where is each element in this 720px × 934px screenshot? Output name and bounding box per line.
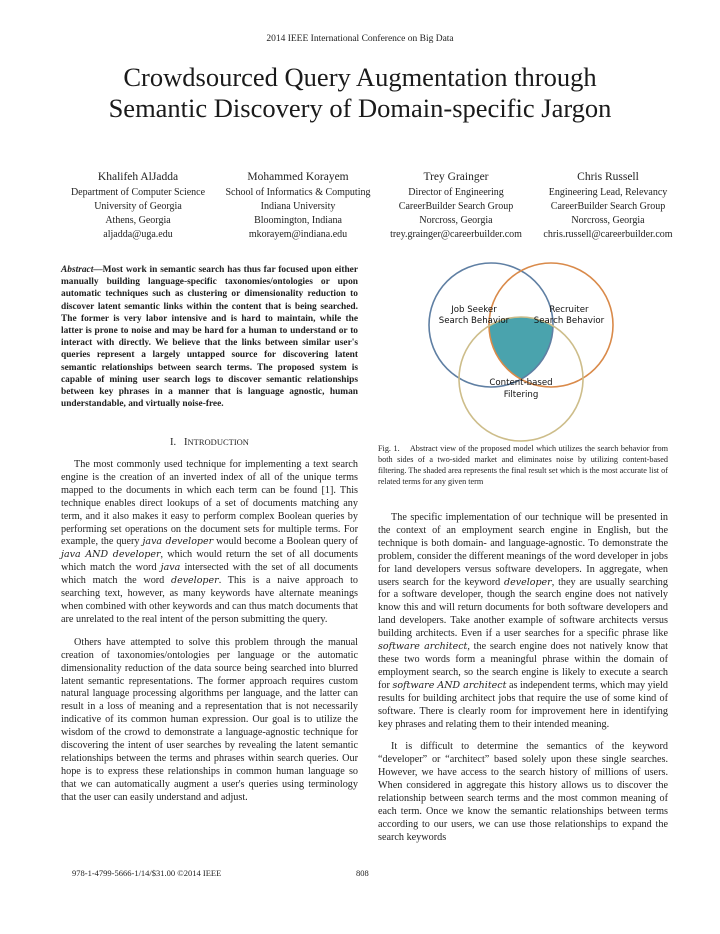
caption-label: Fig. 1. [378, 444, 400, 453]
circle-label: Search Behavior [533, 316, 605, 326]
text-run: , they are usually searching for a software developer, though the search engine does not natively know this and will return documents for both software developers and land developers. Take another example of software architects versus building architects. Even if a user searches for a specific phrase like [378, 576, 668, 640]
author-name: Khalifeh AlJadda [97, 171, 179, 183]
paragraph: It is difficult to determine the semantics of the keyword “developer” or “architect” based solely upon these single searches. However, we have access to the search history of millions of users. When considered in aggregate this history allows us to discover the relationship between search terms and the most common meaning of each term. Once we know the semantic relationships between terms according to our users, we can use those relationships to expand the search keywords [378, 741, 668, 843]
paper-title [40, 62, 680, 124]
abstract-text: —Most work in semantic search has thus far focused upon either manually building language-specific taxonomies/ontologies or upon automatic techniques such as clustering or dimensionality reduction to discover latent semantic links within the content that is being searched. The former is very labor intensive and is hard to maintain, while the latter is prone to noise and may be hard for a human to understand or to interact with directly. We believe that the links between similar user's queries represent a largely untapped source for discovering latent semantic relationships between search terms. The proposed system is capable of mining user search logs to discover semantic relationships between key phrases in a manner that is language agnostic, human understandable, and virtually noise-free. [61, 265, 358, 410]
math-term: java developer [142, 536, 214, 548]
math-term: java AND developer [61, 549, 161, 561]
text-run: , the search engine does not natively know that these two words form a meaningful phrase within the domain of employment search, so the search engine is likely to execute a search for [378, 641, 668, 691]
text-run: The specific implementation of our technique will be presented in the context of an employment search engine in English, but the technique is both domain- and language-agnostic. To demonstrate the problem, consider the different meanings of the word developer in jobs for land developers versus software developers. In aggregate, when users search for the keyword [378, 512, 668, 588]
text-run: . This is a naive approach to searching text, however, as many keywords have alternate meanings when combined with other keywords and can thus match documents that are unrelated to the real intent of the person submitting the query. [61, 575, 359, 625]
section-title-initial: I [184, 437, 188, 448]
title-line-2: Semantic Discovery of Domain-specific Jargon [108, 93, 612, 123]
author-name: Trey Grainger [423, 171, 489, 183]
circle-label: Job Seeker [451, 305, 497, 315]
author-affiliation: Department of Computer Science [70, 187, 206, 198]
author-name: Mohammed Korayem [247, 171, 349, 183]
figure-caption [378, 443, 668, 487]
footer-isbn: 978-1-4799-5666-1/14/$31.00 ©2014 IEEE [72, 868, 222, 878]
title-line-1: Crowdsourced Query Augmentation through [123, 62, 597, 92]
circle-label: Filtering [503, 390, 539, 400]
author-email[interactable]: trey.grainger@careerbuilder.com [390, 229, 522, 240]
author-location: Norcross, Georgia [571, 215, 645, 226]
circle-label: Content-based [489, 378, 553, 388]
math-term: java [160, 562, 181, 574]
author-affiliation: CareerBuilder Search Group [550, 201, 666, 212]
abstract-label: Abstract [61, 265, 94, 275]
math-term: software architect [378, 641, 468, 653]
math-term: software AND architect [392, 679, 507, 691]
text-run: would become a Boolean query of [213, 536, 358, 548]
conference-header: 2014 IEEE International Conference on Big Data [266, 34, 454, 44]
author-block-3 [376, 169, 536, 242]
paragraph [61, 459, 358, 627]
author-affiliation: Engineering Lead, Relevancy [548, 187, 668, 198]
text-run: intersected with the set of all documents which match the word [61, 562, 358, 587]
text-run: , which would return the set of all documents which match the word [61, 549, 358, 574]
author-block-2 [214, 169, 382, 242]
paragraph: Others have attempted to solve this problem through the manual creation of taxonomies/ontologies per language or the automatic dimensionality reduction of the data source being searched into blurred latent semantic representations. The former approach requires custom natural language processing algorithms per language, and the latter can result in a loss of meaning and a representation that is not necessarily indicative of its common human expression. Our goal is to utilize the wisdom of the crowd to demonstrate a language-agnostic technique for discovering the intent of user searches by revealing the latent semantic relationships between the terms and phrases within search queries. Our hope is to express these relationships in common human language so that we can automatically augment a user's queries using terminology that the user can easily understand and adjust. [61, 636, 358, 803]
left-column-body [61, 459, 358, 815]
author-email[interactable]: mkorayem@indiana.edu [248, 229, 348, 240]
venn-diagram-figure [419, 255, 619, 445]
author-email[interactable]: chris.russell@careerbuilder.com [543, 229, 673, 240]
author-affiliation: Indiana University [260, 201, 336, 212]
right-column-body [378, 512, 668, 855]
math-term: developer [170, 575, 219, 587]
author-affiliation: School of Informatics & Computing [225, 187, 371, 198]
abstract [61, 264, 358, 410]
circle-label: Search Behavior [438, 316, 510, 326]
section-title-rest: NTRODUCTION [187, 437, 249, 447]
text-run: The most commonly used technique for implementing a text search engine is the creation of an inverted index of all of the unique terms mapped to the documents in which each term can be found [1]. This technique enables direct lookups of a set of documents matching any term, and it also makes it easy to perform complex Boolean queries by performing set operations on the document sets for multiple terms. For example, the query [61, 459, 358, 548]
author-affiliation: University of Georgia [94, 201, 182, 212]
section-heading-introduction [61, 437, 358, 448]
author-location: Bloomington, Indiana [254, 215, 342, 226]
page-number: 808 [356, 868, 369, 878]
author-affiliation: Director of Engineering [408, 187, 504, 198]
section-number: I. [170, 437, 177, 448]
author-block-4 [530, 169, 686, 242]
paragraph [378, 512, 668, 731]
math-term: developer [504, 576, 552, 588]
author-location: Athens, Georgia [105, 215, 171, 226]
author-email[interactable]: aljadda@uga.edu [103, 229, 173, 240]
author-location: Norcross, Georgia [419, 215, 493, 226]
author-name: Chris Russell [577, 171, 639, 183]
author-block-1 [56, 169, 220, 242]
author-affiliation: CareerBuilder Search Group [398, 201, 514, 212]
caption-text: Abstract view of the proposed model which utilizes the search behavior from both sides of a two-sided market and eliminates noise by utilizing content-based filtering. The shaded area represents the final result set which is the most accurate list of related terms for any given term [378, 444, 668, 486]
text-run: as independent terms, which may yield results for building architect jobs that require the use of some kind of software. There is clearly room for improvement here in identifying key phrases and relating them to their intended meaning. [378, 679, 668, 730]
circle-label: Recruiter [549, 305, 589, 315]
